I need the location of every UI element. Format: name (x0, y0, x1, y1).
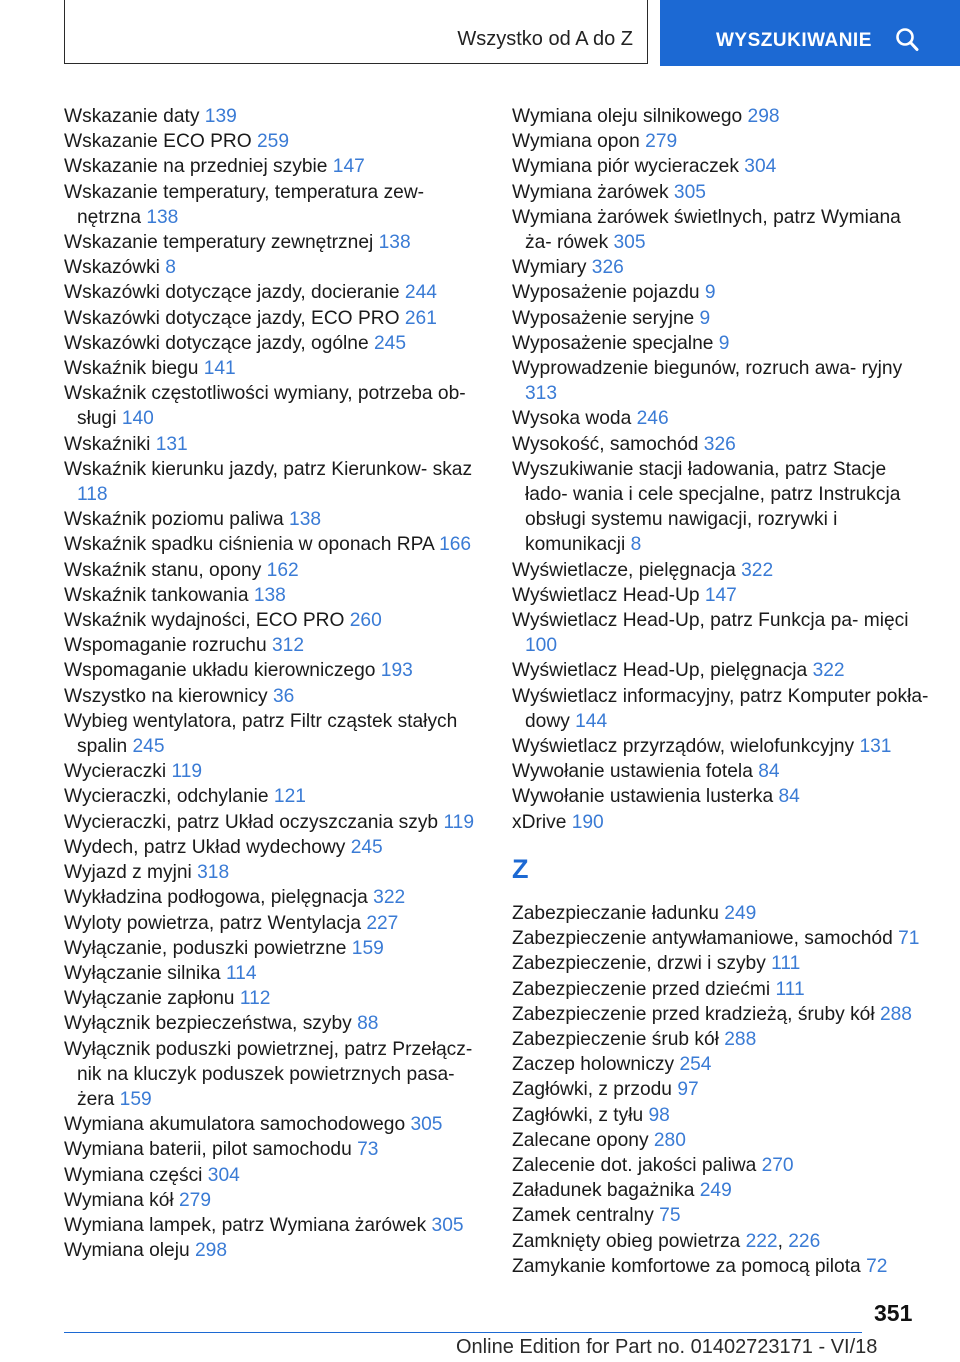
index-entry-text: Zagłówki, z przodu (512, 1079, 672, 1101)
page-link[interactable]: 298 (747, 106, 780, 127)
index-entry (64, 986, 484, 1011)
index-entry-text: Wskaźnik wydajności, ECO PRO (64, 610, 345, 632)
index-entry-text: Wszystko na kierownicy (64, 685, 268, 707)
index-entry (512, 457, 930, 558)
page-link[interactable]: 245 (132, 736, 165, 758)
page-link[interactable]: 279 (179, 1189, 212, 1211)
page-link[interactable]: 304 (207, 1164, 240, 1186)
index-entry (64, 936, 484, 961)
index-entry-text: Wymiana akumulatora samochodowego (64, 1114, 406, 1136)
index-entry-text: Zalecane opony (512, 1129, 649, 1151)
index-entry-text: Wyłączanie zapłonu (64, 988, 235, 1010)
index-entry-text: Wspomaganie rozruchu (64, 635, 267, 657)
footer-rule (64, 1332, 862, 1333)
page-link[interactable]: 280 (653, 1129, 686, 1151)
index-entry-text: Wskazanie temperatury, temperatura zew‐ nętrzna (64, 181, 425, 228)
page-link[interactable]: 288 (879, 1003, 912, 1025)
page-link[interactable]: 305 (431, 1214, 464, 1236)
index-entry-text: Wymiana żarówek świetlnych, patrz Wymiana ża‐ rówek (512, 206, 901, 254)
index-entry-text: Wybieg wentylatora, patrz Filtr cząstek stałych spalin (64, 710, 458, 758)
page-link[interactable]: 75 (659, 1205, 681, 1227)
page-link[interactable]: 244 (404, 282, 437, 304)
index-entry (64, 457, 484, 507)
index-entry (64, 684, 484, 709)
index-entry (512, 977, 930, 1002)
index-entry-text: Wysokość, samochód (512, 433, 699, 455)
index-entry-text: Wymiana części (64, 1164, 203, 1186)
index-entry-text: Wyszukiwanie stacji ładowania, patrz Stacje łado‐ wania i cele specjalne, patrz Instrukcja obsługi systemu nawigacji, rozrywki i komunikacji (512, 458, 901, 556)
index-entry-text: Wskazanie daty (64, 106, 200, 127)
index-entry (512, 1002, 930, 1027)
index-entry-text: Zaczep holowniczy (512, 1054, 675, 1076)
index-entry-text: Wyświetlacz Head-Up (512, 584, 700, 606)
page-link[interactable]: 9 (718, 332, 730, 354)
page-link[interactable]: 312 (271, 635, 304, 657)
index-entry (64, 331, 484, 356)
index-entry (512, 1203, 930, 1228)
index-entry-text: Wskaźnik poziomu paliwa (64, 509, 284, 531)
index-entry-text: Wyposażenie pojazdu (512, 282, 700, 304)
index-entry (64, 104, 484, 129)
page-link[interactable]: 112 (239, 988, 271, 1010)
index-entry-text: Wskazówki (64, 257, 160, 279)
index-entry-text: Wyświetlacz przyrządów, wielofunkcyjny (512, 736, 855, 758)
page-link[interactable]: 111 (771, 953, 801, 975)
index-entry-text: Wskaźnik tankowania (64, 584, 249, 606)
index-entry (512, 306, 930, 331)
index-entry (512, 901, 930, 926)
page-link[interactable]: 190 (571, 811, 604, 833)
index-entry (64, 1238, 484, 1263)
page-link[interactable]: 326 (591, 257, 624, 279)
page-link[interactable]: 118 (77, 484, 108, 506)
index-entry (512, 255, 930, 280)
index-entry (64, 709, 484, 759)
page-link[interactable]: 288 (724, 1028, 757, 1050)
index-entry (512, 432, 930, 457)
index-entry-text: Wyprowadzenie biegunów, rozruch awa‐ ryjny (512, 358, 903, 380)
index-entry-text: xDrive (512, 811, 567, 833)
index-entry (512, 810, 930, 835)
index-entry (64, 1188, 484, 1213)
index-entry (64, 306, 484, 331)
section-letter: Z (512, 853, 529, 884)
page-link[interactable]: 84 (778, 786, 800, 808)
page-link[interactable]: 305 (613, 232, 646, 254)
index-entry (64, 583, 484, 608)
index-entry (512, 1052, 930, 1077)
index-entry (64, 280, 484, 305)
index-entry (512, 180, 930, 205)
page-link[interactable]: 159 (119, 1088, 152, 1110)
tab-a-to-z-label: Wszystko od A do Z (457, 28, 633, 50)
index-entry (512, 154, 930, 179)
page-link[interactable]: 98 (648, 1104, 670, 1126)
page-link[interactable]: 304 (744, 156, 777, 178)
page-link[interactable]: 8 (165, 257, 176, 279)
index-entry (64, 532, 484, 557)
page-link[interactable]: 166 (439, 534, 472, 556)
page-link[interactable]: 131 (155, 433, 188, 455)
index-entry-text: Wskaźnik kierunku jazdy, patrz Kierunkow‐ skaz (64, 458, 473, 480)
index-entry-text: Wskaźnik częstotliwości wymiany, potrzeba ob‐ sługi (64, 383, 466, 430)
index-entry (64, 1137, 484, 1162)
index-entry-text: Wycieraczki, odchylanie (64, 786, 269, 808)
index-entry-text: Zamek centralny (512, 1205, 654, 1227)
index-entry-text: Zabezpieczanie ładunku (512, 902, 719, 924)
index-entry (512, 1178, 930, 1203)
index-entry (512, 926, 930, 951)
page-header (0, 0, 960, 66)
index-entry-text: Wyświetlacze, pielęgnacja (512, 559, 736, 581)
page-link[interactable]: 245 (374, 332, 407, 354)
index-entry (64, 381, 484, 431)
footer-edition: Online Edition for Part no. 01402723171 - VI/18 (456, 1336, 878, 1358)
index-entry-text: Wskaźnik biegu (64, 358, 199, 380)
index-entry-text: Wymiana lampek, patrz Wymiana żarówek (64, 1214, 427, 1236)
index-entry-text: Wymiana baterii, pilot samochodu (64, 1139, 352, 1161)
index-entry-text: Wywołanie ustawienia lusterka (512, 786, 774, 808)
index-entry-text: Zamykanie komfortowe za pomocą pilota (512, 1255, 861, 1277)
index-entry: Zamknięty obieg powietrza 222, 226 (512, 1230, 821, 1252)
index-entry (64, 911, 484, 936)
page-link[interactable]: 138 (289, 509, 322, 531)
page-link[interactable]: 298 (195, 1240, 228, 1262)
index-entry-text: Wyłącznik poduszki powietrznej, patrz Przełącz‐ nik na kluczyk poduszek powietrznych pasa‐ żera (64, 1038, 473, 1110)
page-link[interactable]: 141 (203, 358, 236, 380)
index-entry (512, 784, 930, 809)
index-entry (64, 784, 484, 809)
index-entry-text: Zabezpieczenie śrub kół (512, 1028, 719, 1050)
page-link[interactable]: 259 (257, 131, 290, 153)
index-entry-text: Wysoka woda (512, 408, 632, 430)
index-entry (512, 280, 930, 305)
index-entry-text: Wymiana oleju (64, 1240, 190, 1262)
index-entry-text: Zamknięty obieg powietrza (512, 1230, 741, 1252)
index-entry (64, 1163, 484, 1188)
index-group-z (512, 901, 930, 1279)
index-entry-text: Wskazanie na przedniej szybie (64, 156, 328, 178)
page-link[interactable]: 114 (225, 962, 257, 984)
page-link[interactable]: 138 (378, 232, 411, 254)
index-entry (64, 860, 484, 885)
page-link[interactable]: 9 (699, 307, 711, 329)
page-link[interactable]: 97 (677, 1079, 699, 1101)
index-entry-text: Wskazanie ECO PRO (64, 131, 252, 153)
page-link[interactable]: 249 (724, 902, 757, 924)
page-link[interactable]: 226 (788, 1230, 821, 1252)
index-entry (64, 558, 484, 583)
page-link[interactable]: 8 (630, 534, 642, 556)
index-entry-text: Wymiana oleju silnikowego (512, 106, 743, 127)
page-link[interactable]: 119 (443, 811, 475, 833)
index-column-right (512, 104, 930, 1279)
index-entry (512, 331, 930, 356)
index-entry (64, 507, 484, 532)
index-entry-text: Wyłączanie silnika (64, 962, 221, 984)
index-entry-text: Załadunek bagażnika (512, 1180, 695, 1202)
index-entry (512, 1077, 930, 1102)
index-entry-text: Wycieraczki (64, 761, 167, 783)
index-entry-text: Wywołanie ustawienia fotela (512, 761, 753, 783)
page-link[interactable]: 119 (171, 761, 203, 783)
index-entry-text: Wyposażenie specjalne (512, 332, 714, 354)
index-entry-text: Wyświetlacz Head-Up, pielęgnacja (512, 660, 808, 682)
index-entry (512, 658, 930, 683)
page-link[interactable]: 147 (704, 584, 737, 606)
index-entry-text: Wydech, patrz Układ wydechowy (64, 836, 346, 858)
page-link[interactable]: 111 (775, 978, 805, 1000)
index-entry-text: Wskaźnik stanu, opony (64, 559, 262, 581)
page-link[interactable]: 140 (121, 408, 154, 430)
index-entry-text: Wspomaganie układu kierowniczego (64, 660, 376, 682)
index-entry (64, 658, 484, 683)
index-entry-text: Wskazówki dotyczące jazdy, docieranie (64, 282, 400, 304)
index-entry (64, 255, 484, 280)
page-link[interactable]: 100 (525, 635, 558, 657)
page-link[interactable]: 139 (204, 106, 237, 127)
index-entry-text: Wyświetlacz informacyjny, patrz Komputer pokła‐ dowy (512, 685, 929, 732)
index-entry (512, 406, 930, 431)
page-link[interactable]: 222 (745, 1230, 778, 1252)
index-entry (64, 835, 484, 860)
index-entry-text: Wykładzina podłogowa, pielęgnacja (64, 887, 368, 909)
index-entry (64, 1037, 484, 1113)
index-entry (512, 734, 930, 759)
index-entry-text: Wymiana opon (512, 131, 640, 153)
index-entry-text: Wskaźnik spadku ciśnienia w oponach RPA (64, 534, 434, 556)
index-entry (64, 1112, 484, 1137)
index-entry (64, 180, 484, 230)
index-entry (512, 684, 930, 734)
search-icon (895, 27, 919, 53)
page-link[interactable]: 121 (273, 786, 306, 808)
page-link[interactable]: 138 (253, 584, 286, 606)
page-link[interactable]: 147 (332, 156, 365, 178)
index-entry (512, 1254, 930, 1279)
index-entry (64, 961, 484, 986)
index-entry-text: Wyloty powietrza, patrz Wentylacja (64, 912, 361, 934)
page-link[interactable]: 36 (273, 685, 295, 707)
page-link[interactable]: 159 (351, 937, 384, 959)
page-link[interactable]: 313 (525, 383, 558, 405)
index-entry (512, 1103, 930, 1128)
index-entry-text: Zabezpieczenie przed dziećmi (512, 978, 771, 1000)
index-entry (64, 885, 484, 910)
index-entry (64, 1213, 484, 1238)
page-link[interactable]: 279 (645, 131, 678, 153)
page-link[interactable]: 84 (758, 761, 780, 783)
index-entry-text: Wymiana piór wycieraczek (512, 156, 739, 178)
index-entry-text: Wskazówki dotyczące jazdy, ECO PRO (64, 307, 400, 329)
index-entry-text: Wskazanie temperatury zewnętrznej (64, 232, 374, 254)
page-link[interactable]: 254 (679, 1054, 712, 1076)
tab-search-label: WYSZUKIWANIE (716, 30, 872, 51)
index-entry (64, 810, 484, 835)
index-entry-text: Zabezpieczenie przed kradzieżą, śruby kół (512, 1003, 875, 1025)
page-link[interactable]: 227 (366, 912, 399, 934)
page-link[interactable]: 261 (404, 307, 437, 329)
index-entry (512, 558, 930, 583)
index-entry-text: Wyłączanie, poduszki powietrzne (64, 937, 347, 959)
index-entry (64, 129, 484, 154)
page-link[interactable]: 260 (349, 610, 382, 632)
page-link[interactable]: 322 (741, 559, 774, 581)
index-entry-text: Wyjazd z myjni (64, 862, 192, 884)
index-entry-text: Zabezpieczenie antywłamaniowe, samochód (512, 928, 893, 950)
index-entry-text: Wymiana żarówek (512, 181, 669, 203)
index-entry (512, 205, 930, 255)
page-link[interactable]: 9 (704, 282, 716, 304)
index-entry (512, 104, 930, 129)
page-link[interactable]: 162 (266, 559, 299, 581)
page-number: 351 (874, 1300, 913, 1326)
page-link[interactable]: 246 (636, 408, 669, 430)
tab-a-to-z[interactable] (64, 0, 648, 64)
index-entry-text: Wyświetlacz Head-Up, patrz Funkcja pa‐ mięci (512, 610, 909, 632)
index-entry-text: Zagłówki, z tyłu (512, 1104, 644, 1126)
index-entry (512, 1027, 930, 1052)
page-link[interactable]: 71 (898, 928, 920, 950)
page-link[interactable]: 73 (357, 1139, 379, 1161)
index-entry-text: Wymiary (512, 257, 587, 279)
index-entry-text: Wyłącznik bezpieczeństwa, szyby (64, 1013, 352, 1035)
index-entry-text: Wskaźniki (64, 433, 151, 455)
index-entry-text: Wymiana kół (64, 1189, 174, 1211)
index-entry (64, 230, 484, 255)
index-group-w (512, 104, 930, 835)
index-entry-text: Wskazówki dotyczące jazdy, ogólne (64, 332, 369, 354)
index-entry-text: Wycieraczki, patrz Układ oczyszczania szyb (64, 811, 439, 833)
index-entry (512, 129, 930, 154)
index-entry (64, 608, 484, 633)
index-entry (64, 356, 484, 381)
page-link[interactable]: 131 (859, 736, 892, 758)
page-link[interactable]: 88 (357, 1013, 379, 1035)
index-entry (64, 1011, 484, 1036)
page-link[interactable]: 138 (146, 206, 179, 228)
page-link[interactable]: 305 (673, 181, 706, 203)
index-entry-text: Wyposażenie seryjne (512, 307, 695, 329)
index-entry-text: Zabezpieczenie, drzwi i szyby (512, 953, 766, 975)
page-link[interactable]: 144 (575, 710, 608, 732)
index-column-left (64, 104, 484, 1263)
page-link[interactable]: 322 (812, 660, 845, 682)
index-entry (512, 583, 930, 608)
index-entry-text: Zalecenie dot. jakości paliwa (512, 1154, 757, 1176)
index-entry (64, 154, 484, 179)
page-link[interactable]: 249 (699, 1180, 732, 1202)
tab-search[interactable] (660, 0, 960, 66)
index-entry (64, 633, 484, 658)
page-link[interactable]: 305 (410, 1114, 443, 1136)
page-link[interactable]: 245 (350, 836, 383, 858)
page-link[interactable]: 318 (197, 862, 230, 884)
index-entry (512, 356, 930, 406)
index-entry (512, 951, 930, 976)
index-entry (64, 432, 484, 457)
index-entry (512, 759, 930, 784)
page-link[interactable]: 326 (703, 433, 736, 455)
page-link[interactable]: 322 (373, 887, 406, 909)
page-link[interactable]: 72 (866, 1255, 888, 1277)
index-entry (64, 759, 484, 784)
index-entry (512, 1153, 930, 1178)
page-link[interactable]: 193 (380, 660, 413, 682)
page-link[interactable]: 270 (761, 1154, 794, 1176)
index-entry (512, 608, 930, 658)
index-entry (512, 1128, 930, 1153)
